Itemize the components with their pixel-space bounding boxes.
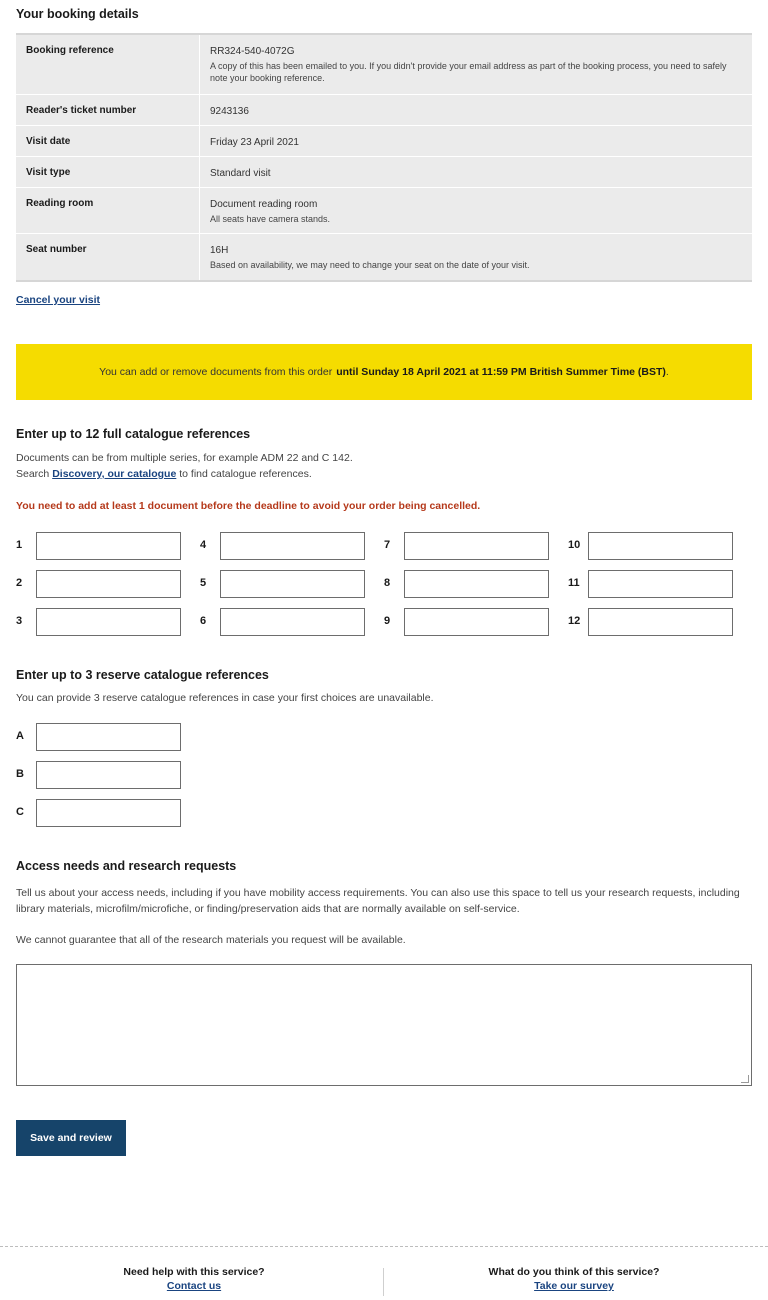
reserve-title: Enter up to 3 reserve catalogue references bbox=[16, 668, 269, 682]
booking-details-table bbox=[16, 33, 752, 282]
catalogue-ref-input-10[interactable] bbox=[588, 532, 733, 560]
contact-us-link[interactable]: Contact us bbox=[166, 1280, 222, 1292]
row-label: Seat number bbox=[16, 234, 200, 280]
row-label: Booking reference bbox=[16, 35, 200, 94]
ref-label: B bbox=[16, 768, 24, 780]
seat-number-note: Based on availability, we may need to change your seat on the date of your visit. bbox=[210, 260, 530, 270]
catalogue-desc-line2 bbox=[16, 466, 353, 482]
access-desc: Tell us about your access needs, including if you have mobility access requirements. You can also use this space to tell us your research requests, including library materials, microfilm/microfiche, or finding/preservation aids that are normally available on self-service. bbox=[16, 887, 740, 915]
catalogue-ref-input-9[interactable] bbox=[404, 608, 549, 636]
ref-label: 3 bbox=[16, 615, 23, 627]
ref-label: 9 bbox=[384, 615, 391, 627]
ticket-number-value: 9243136 bbox=[210, 106, 249, 117]
row-label: Reading room bbox=[16, 188, 200, 233]
banner-deadline: until Sunday 18 April 2021 at 11:59 PM British Summer Time (BST) bbox=[336, 366, 666, 378]
row-value-cell bbox=[200, 35, 752, 94]
resize-handle[interactable] bbox=[741, 1075, 749, 1083]
search-suffix: to find catalogue references. bbox=[179, 468, 312, 480]
catalogue-ref-input-5[interactable] bbox=[220, 570, 365, 598]
table-row bbox=[16, 188, 752, 234]
ref-label: 7 bbox=[384, 539, 391, 551]
row-label: Visit type bbox=[16, 157, 200, 187]
footer-help bbox=[2, 1266, 386, 1292]
table-row bbox=[16, 35, 752, 95]
table-row bbox=[16, 126, 752, 157]
seat-number-value: 16H bbox=[210, 245, 229, 256]
footer-help-title: Need help with this service? bbox=[123, 1266, 265, 1278]
catalogue-ref-input-3[interactable] bbox=[36, 608, 181, 636]
cancel-visit-link[interactable]: Cancel your visit bbox=[16, 294, 101, 306]
ref-label: 2 bbox=[16, 577, 23, 589]
deadline-banner bbox=[16, 344, 752, 400]
ref-label: C bbox=[16, 806, 24, 818]
access-title: Access needs and research requests bbox=[16, 859, 237, 873]
catalogue-desc bbox=[16, 450, 353, 482]
catalogue-title: Enter up to 12 full catalogue references bbox=[16, 427, 251, 441]
reserve-ref-input-a[interactable] bbox=[36, 723, 181, 751]
catalogue-desc-line1: Documents can be from multiple series, for example ADM 22 and C 142. bbox=[16, 452, 353, 464]
footer-feedback-title: What do you think of this service? bbox=[488, 1266, 660, 1278]
catalogue-ref-input-7[interactable] bbox=[404, 532, 549, 560]
catalogue-ref-input-6[interactable] bbox=[220, 608, 365, 636]
footer-divider bbox=[0, 1246, 768, 1247]
catalogue-ref-input-2[interactable] bbox=[36, 570, 181, 598]
reading-room-note: All seats have camera stands. bbox=[210, 214, 331, 224]
row-value-cell bbox=[200, 234, 752, 280]
booking-reference-note: A copy of this has been emailed to you. If you didn't provide your email address as part of the booking process, you need to safely note your booking reference. bbox=[210, 61, 727, 83]
take-survey-link[interactable]: Take our survey bbox=[534, 1280, 614, 1292]
catalogue-ref-input-11[interactable] bbox=[588, 570, 733, 598]
catalogue-ref-input-4[interactable] bbox=[220, 532, 365, 560]
reserve-ref-input-c[interactable] bbox=[36, 799, 181, 827]
reading-room-value: Document reading room bbox=[210, 199, 318, 210]
table-row bbox=[16, 157, 752, 188]
ref-label: A bbox=[16, 730, 24, 742]
search-prefix: Search bbox=[16, 468, 50, 480]
catalogue-ref-input-12[interactable] bbox=[588, 608, 733, 636]
visit-type-value: Standard visit bbox=[210, 168, 271, 179]
banner-text: You can add or remove documents from this order bbox=[99, 366, 333, 378]
catalogue-ref-input-1[interactable] bbox=[36, 532, 181, 560]
row-label: Visit date bbox=[16, 126, 200, 156]
visit-date-value: Friday 23 April 2021 bbox=[210, 137, 299, 148]
footer-feedback bbox=[382, 1266, 766, 1292]
ref-label: 8 bbox=[384, 577, 391, 589]
ref-label: 5 bbox=[200, 577, 207, 589]
booking-reference-value: RR324-540-4072G bbox=[210, 46, 295, 57]
warning-message: You need to add at least 1 document before the deadline to avoid your order being cancelled. bbox=[16, 500, 481, 512]
catalogue-ref-input-8[interactable] bbox=[404, 570, 549, 598]
table-row bbox=[16, 234, 752, 280]
ref-label: 11 bbox=[568, 577, 580, 589]
banner-end: . bbox=[665, 366, 669, 378]
ref-label: 10 bbox=[568, 539, 581, 551]
table-row bbox=[16, 95, 752, 126]
access-needs-textarea[interactable] bbox=[16, 964, 752, 1086]
save-and-review-button[interactable]: Save and review bbox=[16, 1120, 126, 1156]
reserve-desc: You can provide 3 reserve catalogue references in case your first choices are unavailable. bbox=[16, 692, 434, 704]
discovery-catalogue-link[interactable]: Discovery, our catalogue bbox=[52, 468, 177, 480]
ref-label: 6 bbox=[200, 615, 207, 627]
row-value-cell bbox=[200, 188, 752, 233]
ref-label: 12 bbox=[568, 615, 581, 627]
access-note: We cannot guarantee that all of the research materials you request will be available. bbox=[16, 934, 406, 946]
row-label: Reader's ticket number bbox=[16, 95, 200, 125]
ref-label: 4 bbox=[200, 539, 207, 551]
booking-details-title: Your booking details bbox=[16, 7, 139, 21]
reserve-ref-input-b[interactable] bbox=[36, 761, 181, 789]
ref-label: 1 bbox=[16, 539, 23, 551]
